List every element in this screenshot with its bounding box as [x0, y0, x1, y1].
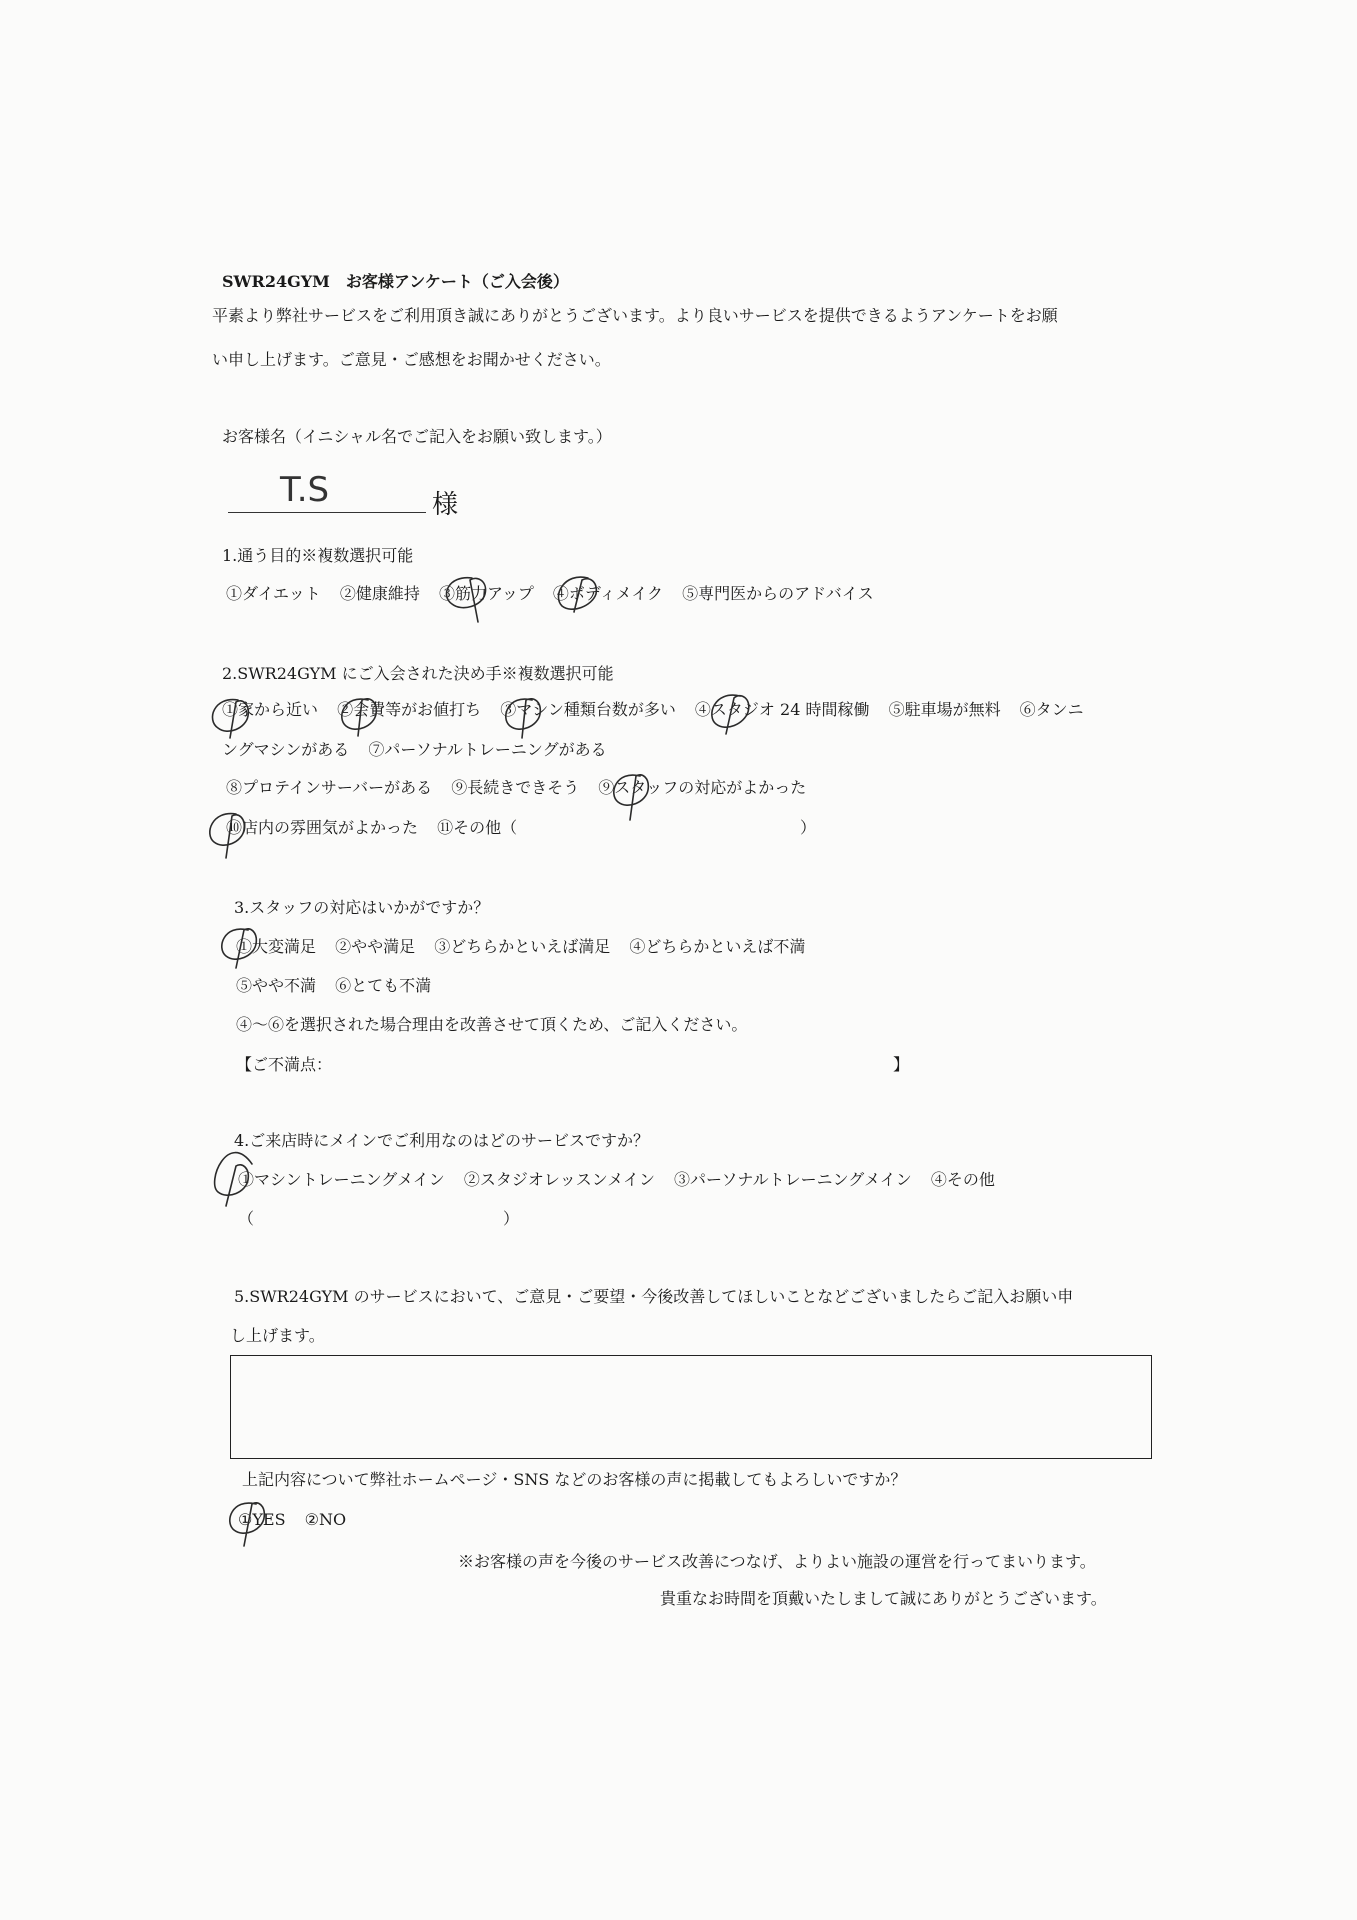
- intro-line-2: い申し上げます。ご意見・ご感想をお聞かせください。: [212, 350, 611, 369]
- q3-row-2: [236, 976, 445, 996]
- honorific-sama: 様: [432, 490, 459, 520]
- q4-option-1[interactable]: ①マシントレーニングメイン: [238, 1170, 445, 1189]
- q5-line-2: し上げます。: [230, 1326, 325, 1345]
- q3-note: ④～⑥を選択された場合理由を改善させて頂くため、ご記入ください。: [236, 1015, 748, 1034]
- feedback-textarea[interactable]: [230, 1355, 1152, 1459]
- q3-row-1: [236, 937, 819, 957]
- q2-option-7[interactable]: ⑦パーソナルトレーニングがある: [368, 740, 607, 759]
- q2-other-close: ）: [800, 818, 817, 837]
- footer-line-1: ※お客様の声を今後のサービス改善につなげ、よりよい施設の運営を行ってまいります。: [458, 1552, 1096, 1571]
- q4-option-2[interactable]: ②スタジオレッスンメイン: [463, 1170, 655, 1189]
- q2-option-6[interactable]: ⑥タンニ: [1019, 700, 1084, 719]
- q3-option-5[interactable]: ⑤やや不満: [236, 976, 317, 995]
- q1-option-3[interactable]: ③筋力アップ: [438, 584, 534, 603]
- publish-option-yes[interactable]: ①YES: [238, 1510, 286, 1529]
- q3-option-2[interactable]: ②やや満足: [335, 937, 416, 956]
- q1-title: 1.通う目的※複数選択可能: [222, 546, 414, 565]
- complaint-close: 】: [893, 1055, 910, 1074]
- q2-option-8[interactable]: ⑧プロテインサーバーがある: [226, 778, 433, 797]
- name-underline: [228, 512, 426, 513]
- customer-name-label: お客様名（イニシャル名でご記入をお願い致します。）: [222, 427, 612, 446]
- publish-option-no[interactable]: ②NO: [304, 1510, 347, 1529]
- q2-title: 2.SWR24GYM にご入会された決め手※複数選択可能: [222, 664, 614, 683]
- q2-option-10[interactable]: ⑩店内の雰囲気がよかった: [226, 818, 419, 837]
- q5-line-1: 5.SWR24GYM のサービスにおいて、ご意見・ご要望・今後改善してほしいことなどございましたらご記入お願い申: [234, 1287, 1074, 1306]
- publish-question: 上記内容について弊社ホームページ・SNS などのお客様の声に掲載してもよろしいですか？: [242, 1470, 907, 1489]
- complaint-label: 【ご不満点：: [236, 1055, 333, 1074]
- q3-option-1[interactable]: ①大変満足: [236, 937, 317, 956]
- q1-option-4[interactable]: ④ボディメイク: [552, 584, 664, 603]
- q3-option-3[interactable]: ③どちらかといえば満足: [434, 937, 611, 956]
- q1-option-5[interactable]: ⑤専門医からのアドバイス: [682, 584, 874, 603]
- intro-line-1: 平素より弊社サービスをご利用頂き誠にありがとうございます。より良いサービスを提供できるようアンケートをお願: [212, 306, 1058, 325]
- q1-options: [226, 584, 888, 604]
- q2-row-1: [222, 700, 1084, 720]
- q2-option-4[interactable]: ④スタジオ 24 時間稼働: [694, 700, 870, 719]
- q2-option-9a[interactable]: ⑨長続きできそう: [451, 778, 580, 797]
- q2-option-11[interactable]: ⑪その他（: [437, 818, 518, 837]
- q4-title: 4.ご来店時にメインでご利用なのはどのサービスですか？: [234, 1131, 649, 1150]
- q4-options: [238, 1170, 1009, 1190]
- handwritten-initials: T.S: [280, 470, 330, 510]
- survey-title: SWR24GYM お客様アンケート（ご入会後）: [222, 272, 569, 291]
- q2-row-3: [226, 778, 820, 798]
- q1-option-1[interactable]: ①ダイエット: [226, 584, 321, 603]
- publish-options: [238, 1510, 360, 1530]
- q4-option-4[interactable]: ④その他: [930, 1170, 995, 1189]
- q1-option-2[interactable]: ②健康維持: [339, 584, 420, 603]
- q4-option-3[interactable]: ③パーソナルトレーニングメイン: [674, 1170, 912, 1189]
- q3-option-6[interactable]: ⑥とても不満: [335, 976, 432, 995]
- footer-line-2: 貴重なお時間を頂戴いたしまして誠にありがとうございます。: [660, 1589, 1107, 1608]
- q2-row-2: [222, 740, 621, 760]
- q2-option-5[interactable]: ⑤駐車場が無料: [888, 700, 1001, 719]
- q3-title: 3.スタッフの対応はいかがですか？: [234, 898, 490, 917]
- q2-option-2[interactable]: ②会費等がお値打ち: [337, 700, 482, 719]
- q2-option-3[interactable]: ③マシン種類台数が多い: [500, 700, 676, 719]
- complaint-field[interactable]: [333, 1055, 883, 1075]
- q2-row-4: [226, 818, 531, 838]
- q2-option-9b[interactable]: ⑨スタッフの対応がよかった: [598, 778, 807, 797]
- q4-other-open: （: [238, 1209, 255, 1228]
- q2-option-1[interactable]: ①家から近い: [222, 700, 319, 719]
- q4-other-field[interactable]: [255, 1209, 495, 1229]
- q2-option-6-cont[interactable]: ングマシンがある: [222, 740, 350, 759]
- q4-other-close: ）: [503, 1209, 520, 1228]
- q3-option-4[interactable]: ④どちらかといえば不満: [629, 937, 806, 956]
